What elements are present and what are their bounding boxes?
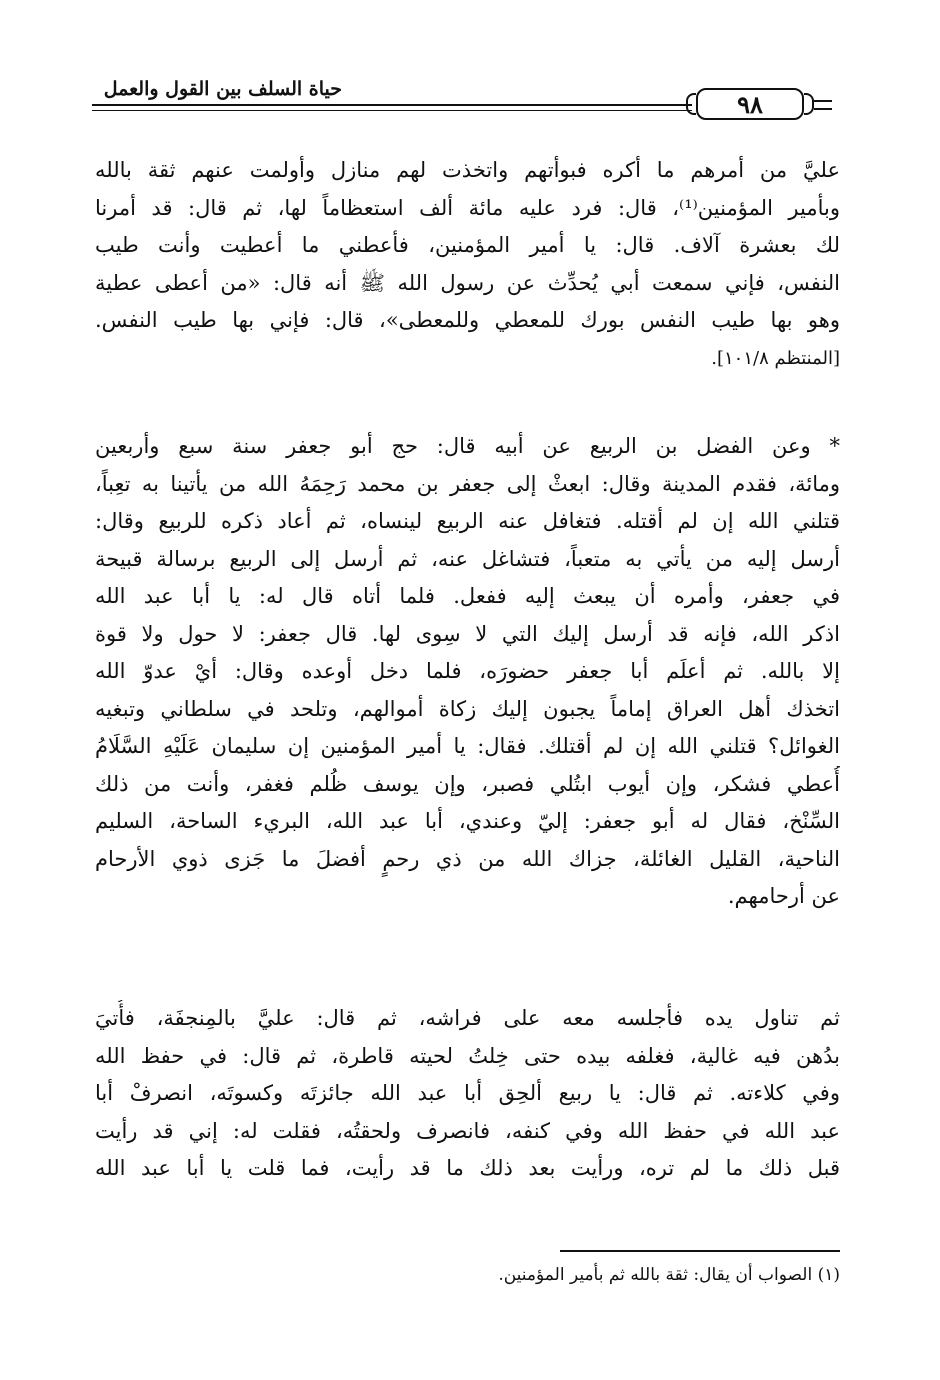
running-title: حياة السلف بين القول والعمل bbox=[103, 78, 342, 100]
text-line: عن أرحامهم. bbox=[727, 884, 840, 908]
header-rule-right-top bbox=[814, 100, 832, 102]
text-line: عبد الله في حفظ الله وفي كنفه، فانصرف ولحقتُه، فقلت له: إني قد رأيت bbox=[95, 1118, 840, 1143]
footnote-rule bbox=[560, 1250, 840, 1252]
text-line: وهو بها طيب النفس بورك للمعطي وللمعطى»، قال: فإني بها طيب النفس. bbox=[95, 308, 840, 332]
paragraph-3 bbox=[95, 1000, 840, 1188]
text-line: الناحية، القليل الغائلة، جزاك الله من ذي رحمٍ أفضلَ ما جَزى ذوي الأرحام bbox=[95, 846, 840, 871]
text-line: اذكر الله، فإنه قد أرسل إليك التي لا سِوى لها. قال جعفر: لا حول ولا قوة bbox=[95, 621, 840, 646]
header-rule-right-bottom bbox=[814, 108, 832, 110]
text-line: الغوائل؟ قتلني الله إن لم أقتلك. فقال: يا أمير المؤمنين إن سليمان عَلَيْهِ السَّلَامُ bbox=[95, 734, 840, 758]
text-line: النفس، فإني سمعت أبي يُحدِّث عن رسول الله ﷺ أنه قال: «من أعطى عطية bbox=[95, 270, 840, 295]
text-line: * وعن الفضل بن الربيع عن أبيه قال: حج أبو جعفر سنة سبع وأربعين bbox=[95, 434, 840, 458]
header-rule-bottom bbox=[92, 110, 692, 111]
page-number: ٩٨ bbox=[737, 89, 763, 119]
text-line: ثم تناول يده فأجلسه معه على فراشه، ثم قال: عليَّ بالمِنجفَة، فأُتيَ bbox=[95, 1006, 840, 1030]
text-line: أرسل إليه من يأتي به متعباً، فتشاغل عنه، ثم أرسل إلى الربيع برسالة قبيحة bbox=[95, 546, 840, 571]
paragraph-1 bbox=[95, 152, 840, 377]
text-line: وبأمير المؤمنين⁽¹⁾، قال: فرد عليه مائة ألف استعظاماً لها، ثم قال: قد أمرنا bbox=[95, 195, 840, 220]
citation: [المنتظم ١٠١/٨]. bbox=[711, 347, 840, 369]
text-line: قبل ذلك ما لم تره، ورأيت بعد ذلك ما قد رأيت، فما قلت يا أبا عبد الله bbox=[95, 1156, 840, 1180]
paragraph-2 bbox=[95, 428, 840, 916]
footnote-text: الصواب أن يقال: ثقة بالله ثم بأمير المؤمنين. bbox=[498, 1265, 813, 1285]
text-line: لك بعشرة آلاف. قال: يا أمير المؤمنين، فأعطني ما أعطيت وأنت طيب bbox=[95, 233, 840, 257]
header-rule-top bbox=[92, 104, 692, 106]
text-line: ومائة، فقدم المدينة وقال: ابعثْ إلى جعفر بن محمد رَحِمَهُ الله من يأتينا به تعِباً، bbox=[95, 471, 840, 496]
page-number-box bbox=[696, 88, 804, 120]
text-line: اتخذك أهل العراق إماماً يجبون إليك زكاة أموالهم، وتلحد في سلطاني وتبغيه bbox=[95, 696, 840, 721]
text-line: وفي كلاءته. ثم قال: يا ربيع ألحِق أبا عبد الله جائزتَه وكسوتَه، انصرفْ أبا bbox=[95, 1081, 840, 1105]
text-line: أُعطي فشكر، وإن أيوب ابتُلي فصبر، وإن يوسف ظُلم فغفر، وأنت من ذلك bbox=[95, 771, 840, 796]
footnote bbox=[240, 1265, 840, 1285]
text-line: في جعفر، وأمره أن يبعث إليه ففعل. فلما أتاه قال له: يا أبا عبد الله bbox=[95, 584, 840, 608]
page-header bbox=[92, 70, 832, 130]
text-line: بدُهن فيه غالية، فغلفه بيده حتى خِلتُ لحيته قاطرة، ثم قال: في حفظ الله bbox=[95, 1043, 840, 1068]
text-line: عليَّ من أمرهم ما أكره فبوأتهم واتخذت لهم منازل وأولمت عنهم ثقة بالله bbox=[95, 158, 840, 182]
text-line: قتلني الله إن لم أقتله. فتغافل عنه الربيع لينساه، ثم أعاد ذكره للربيع وقال: bbox=[95, 509, 840, 533]
footnote-marker: (١) bbox=[817, 1265, 840, 1285]
text-line: إلا بالله. ثم أعلَم أبا جعفر حضورَه، فلما دخل أوعده وقال: أيْ عدوّ الله bbox=[95, 659, 840, 683]
text-line: السِّنْخ، فقال له أبو جعفر: إليّ وعندي، أبا عبد الله، البريء الساحة، السليم bbox=[95, 809, 840, 833]
